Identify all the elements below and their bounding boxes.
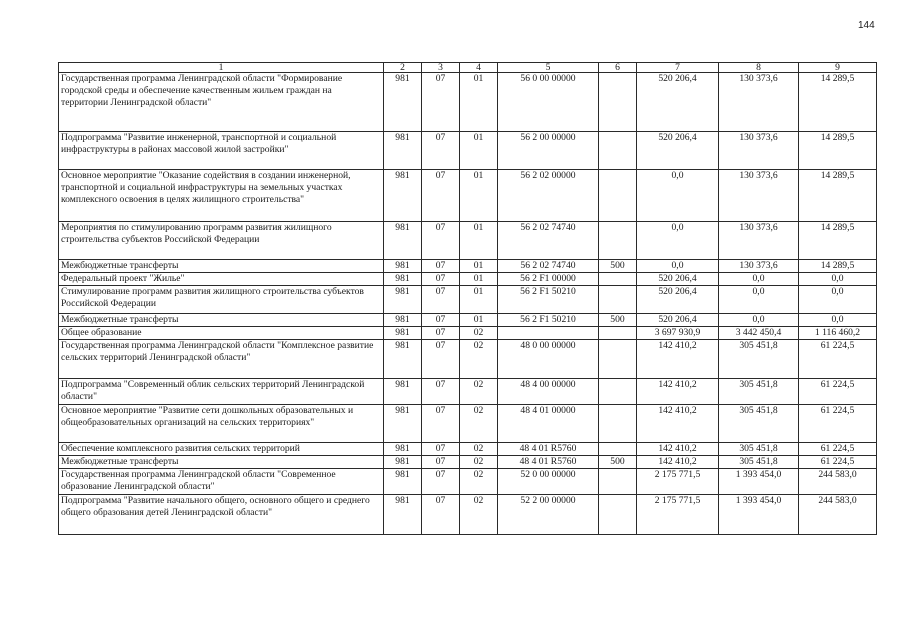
row-name-cell: Подпрограмма "Развитие инженерной, транспортной и социальной инфраструктуры в районах массовой жилой застройки" — [59, 132, 384, 170]
amount-cell-col7: 142 410,2 — [637, 443, 719, 456]
row-name-cell: Стимулирование программ развития жилищного строительства субъектов Российской Федерации — [59, 286, 384, 314]
row-name-cell: Государственная программа Ленинградской области "Современное образование Ленинградской области" — [59, 469, 384, 495]
target-article-cell: 56 2 F1 50210 — [498, 314, 599, 327]
table-row — [59, 469, 877, 495]
amount-cell-col9: 14 289,5 — [799, 260, 877, 273]
section-cell: 07 — [422, 132, 460, 170]
target-article-cell: 56 2 00 00000 — [498, 132, 599, 170]
page-number: 144 — [858, 20, 875, 31]
table-row — [59, 286, 877, 314]
target-article-cell: 56 2 F1 00000 — [498, 273, 599, 286]
section-cell: 07 — [422, 443, 460, 456]
column-header: 1 — [59, 63, 384, 73]
amount-cell-col8: 305 451,8 — [719, 456, 799, 469]
amount-cell-col7: 520 206,4 — [637, 132, 719, 170]
section-cell: 07 — [422, 73, 460, 132]
subsection-cell: 02 — [460, 327, 498, 340]
amount-cell-col9: 61 224,5 — [799, 456, 877, 469]
amount-cell-col9: 1 116 460,2 — [799, 327, 877, 340]
column-header: 9 — [799, 63, 877, 73]
expense-type-cell — [599, 379, 637, 405]
column-header: 8 — [719, 63, 799, 73]
expense-type-cell — [599, 222, 637, 260]
admin-code-cell: 981 — [384, 314, 422, 327]
subsection-cell: 01 — [460, 73, 498, 132]
amount-cell-col9: 61 224,5 — [799, 443, 877, 456]
target-article-cell: 48 4 00 00000 — [498, 379, 599, 405]
subsection-cell: 02 — [460, 469, 498, 495]
row-name-cell: Мероприятия по стимулированию программ развития жилищного строительства субъектов Российской Федерации — [59, 222, 384, 260]
amount-cell-col8: 1 393 454,0 — [719, 469, 799, 495]
expense-type-cell — [599, 495, 637, 535]
subsection-cell: 01 — [460, 260, 498, 273]
column-header: 6 — [599, 63, 637, 73]
subsection-cell: 01 — [460, 222, 498, 260]
row-name-cell: Межбюджетные трансферты — [59, 314, 384, 327]
admin-code-cell: 981 — [384, 260, 422, 273]
amount-cell-col7: 520 206,4 — [637, 286, 719, 314]
table-row — [59, 132, 877, 170]
admin-code-cell: 981 — [384, 469, 422, 495]
amount-cell-col8: 3 442 450,4 — [719, 327, 799, 340]
column-header: 7 — [637, 63, 719, 73]
amount-cell-col9: 61 224,5 — [799, 405, 877, 443]
column-header: 4 — [460, 63, 498, 73]
amount-cell-col7: 142 410,2 — [637, 379, 719, 405]
amount-cell-col9: 244 583,0 — [799, 469, 877, 495]
amount-cell-col9: 14 289,5 — [799, 132, 877, 170]
target-article-cell: 48 4 01 00000 — [498, 405, 599, 443]
expense-type-cell — [599, 469, 637, 495]
admin-code-cell: 981 — [384, 379, 422, 405]
expense-type-cell — [599, 73, 637, 132]
column-header: 3 — [422, 63, 460, 73]
table-row — [59, 327, 877, 340]
table-row — [59, 405, 877, 443]
amount-cell-col9: 61 224,5 — [799, 340, 877, 379]
row-name-cell: Основное мероприятие "Развитие сети дошкольных образовательных и общеобразовательных организаций на сельских территориях" — [59, 405, 384, 443]
column-header: 5 — [498, 63, 599, 73]
amount-cell-col9: 14 289,5 — [799, 222, 877, 260]
target-article-cell: 52 0 00 00000 — [498, 469, 599, 495]
amount-cell-col9: 14 289,5 — [799, 170, 877, 222]
admin-code-cell: 981 — [384, 405, 422, 443]
admin-code-cell: 981 — [384, 170, 422, 222]
expense-type-cell — [599, 327, 637, 340]
amount-cell-col8: 130 373,6 — [719, 260, 799, 273]
target-article-cell: 56 2 02 74740 — [498, 260, 599, 273]
expense-type-cell — [599, 340, 637, 379]
section-cell: 07 — [422, 495, 460, 535]
admin-code-cell: 981 — [384, 222, 422, 260]
expense-type-cell — [599, 132, 637, 170]
subsection-cell: 02 — [460, 379, 498, 405]
table-row — [59, 443, 877, 456]
amount-cell-col8: 0,0 — [719, 286, 799, 314]
amount-cell-col9: 244 583,0 — [799, 495, 877, 535]
target-article-cell: 56 2 02 74740 — [498, 222, 599, 260]
section-cell: 07 — [422, 340, 460, 379]
expense-type-cell: 500 — [599, 314, 637, 327]
table-row — [59, 495, 877, 535]
amount-cell-col9: 14 289,5 — [799, 73, 877, 132]
expense-type-cell — [599, 273, 637, 286]
amount-cell-col7: 0,0 — [637, 222, 719, 260]
row-name-cell: Межбюджетные трансферты — [59, 260, 384, 273]
amount-cell-col7: 0,0 — [637, 170, 719, 222]
budget-table — [58, 62, 877, 535]
subsection-cell: 01 — [460, 314, 498, 327]
table-row — [59, 170, 877, 222]
expense-type-cell: 500 — [599, 260, 637, 273]
admin-code-cell: 981 — [384, 340, 422, 379]
subsection-cell: 02 — [460, 340, 498, 379]
expense-type-cell — [599, 443, 637, 456]
amount-cell-col8: 130 373,6 — [719, 222, 799, 260]
section-cell: 07 — [422, 286, 460, 314]
table-row — [59, 340, 877, 379]
table-row — [59, 379, 877, 405]
row-name-cell: Обеспечение комплексного развития сельских территорий — [59, 443, 384, 456]
row-name-cell: Межбюджетные трансферты — [59, 456, 384, 469]
row-name-cell: Подпрограмма "Современный облик сельских территорий Ленинградской области" — [59, 379, 384, 405]
subsection-cell: 02 — [460, 495, 498, 535]
admin-code-cell: 981 — [384, 456, 422, 469]
section-cell: 07 — [422, 222, 460, 260]
table-body — [59, 73, 877, 535]
amount-cell-col8: 305 451,8 — [719, 340, 799, 379]
amount-cell-col7: 142 410,2 — [637, 405, 719, 443]
subsection-cell: 02 — [460, 443, 498, 456]
table-row — [59, 260, 877, 273]
table-row — [59, 314, 877, 327]
amount-cell-col9: 0,0 — [799, 286, 877, 314]
target-article-cell: 52 2 00 00000 — [498, 495, 599, 535]
expense-type-cell — [599, 170, 637, 222]
section-cell: 07 — [422, 456, 460, 469]
amount-cell-col9: 0,0 — [799, 314, 877, 327]
amount-cell-col8: 130 373,6 — [719, 73, 799, 132]
row-name-cell: Общее образование — [59, 327, 384, 340]
amount-cell-col8: 305 451,8 — [719, 443, 799, 456]
target-article-cell: 56 2 02 00000 — [498, 170, 599, 222]
section-cell: 07 — [422, 260, 460, 273]
amount-cell-col7: 2 175 771,5 — [637, 495, 719, 535]
admin-code-cell: 981 — [384, 73, 422, 132]
amount-cell-col7: 520 206,4 — [637, 314, 719, 327]
row-name-cell: Основное мероприятие "Оказание содействия в создании инженерной, транспортной и социальной инфраструктуры на земельных участках комплексного освоения в целях жилищного строительства" — [59, 170, 384, 222]
admin-code-cell: 981 — [384, 495, 422, 535]
target-article-cell: 48 4 01 R5760 — [498, 456, 599, 469]
amount-cell-col7: 142 410,2 — [637, 340, 719, 379]
amount-cell-col7: 520 206,4 — [637, 273, 719, 286]
section-cell: 07 — [422, 469, 460, 495]
table-row — [59, 73, 877, 132]
subsection-cell: 02 — [460, 405, 498, 443]
target-article-cell: 48 4 01 R5760 — [498, 443, 599, 456]
table-row — [59, 273, 877, 286]
admin-code-cell: 981 — [384, 443, 422, 456]
section-cell: 07 — [422, 379, 460, 405]
subsection-cell: 01 — [460, 286, 498, 314]
expense-type-cell — [599, 405, 637, 443]
expense-type-cell: 500 — [599, 456, 637, 469]
amount-cell-col7: 2 175 771,5 — [637, 469, 719, 495]
admin-code-cell: 981 — [384, 273, 422, 286]
amount-cell-col9: 0,0 — [799, 273, 877, 286]
section-cell: 07 — [422, 327, 460, 340]
target-article-cell: 56 0 00 00000 — [498, 73, 599, 132]
header-row — [59, 63, 877, 73]
row-name-cell: Государственная программа Ленинградской области "Формирование городской среды и обеспечение качественным жильем граждан на территории Ленинградской области" — [59, 73, 384, 132]
target-article-cell — [498, 327, 599, 340]
expense-type-cell — [599, 286, 637, 314]
admin-code-cell: 981 — [384, 327, 422, 340]
amount-cell-col8: 130 373,6 — [719, 170, 799, 222]
amount-cell-col8: 1 393 454,0 — [719, 495, 799, 535]
column-header: 2 — [384, 63, 422, 73]
subsection-cell: 02 — [460, 456, 498, 469]
amount-cell-col8: 130 373,6 — [719, 132, 799, 170]
amount-cell-col9: 61 224,5 — [799, 379, 877, 405]
admin-code-cell: 981 — [384, 286, 422, 314]
amount-cell-col7: 0,0 — [637, 260, 719, 273]
amount-cell-col7: 142 410,2 — [637, 456, 719, 469]
amount-cell-col8: 305 451,8 — [719, 405, 799, 443]
row-name-cell: Государственная программа Ленинградской области "Комплексное развитие сельских территорий Ленинградской области" — [59, 340, 384, 379]
amount-cell-col8: 0,0 — [719, 273, 799, 286]
subsection-cell: 01 — [460, 273, 498, 286]
amount-cell-col7: 3 697 930,9 — [637, 327, 719, 340]
section-cell: 07 — [422, 273, 460, 286]
table-row — [59, 222, 877, 260]
section-cell: 07 — [422, 314, 460, 327]
amount-cell-col8: 0,0 — [719, 314, 799, 327]
subsection-cell: 01 — [460, 170, 498, 222]
target-article-cell: 56 2 F1 50210 — [498, 286, 599, 314]
section-cell: 07 — [422, 405, 460, 443]
target-article-cell: 48 0 00 00000 — [498, 340, 599, 379]
admin-code-cell: 981 — [384, 132, 422, 170]
row-name-cell: Подпрограмма "Развитие начального общего, основного общего и среднего общего образования детей Ленинградской области" — [59, 495, 384, 535]
table-row — [59, 456, 877, 469]
subsection-cell: 01 — [460, 132, 498, 170]
table-header — [59, 63, 877, 73]
amount-cell-col8: 305 451,8 — [719, 379, 799, 405]
row-name-cell: Федеральный проект "Жилье" — [59, 273, 384, 286]
section-cell: 07 — [422, 170, 460, 222]
amount-cell-col7: 520 206,4 — [637, 73, 719, 132]
